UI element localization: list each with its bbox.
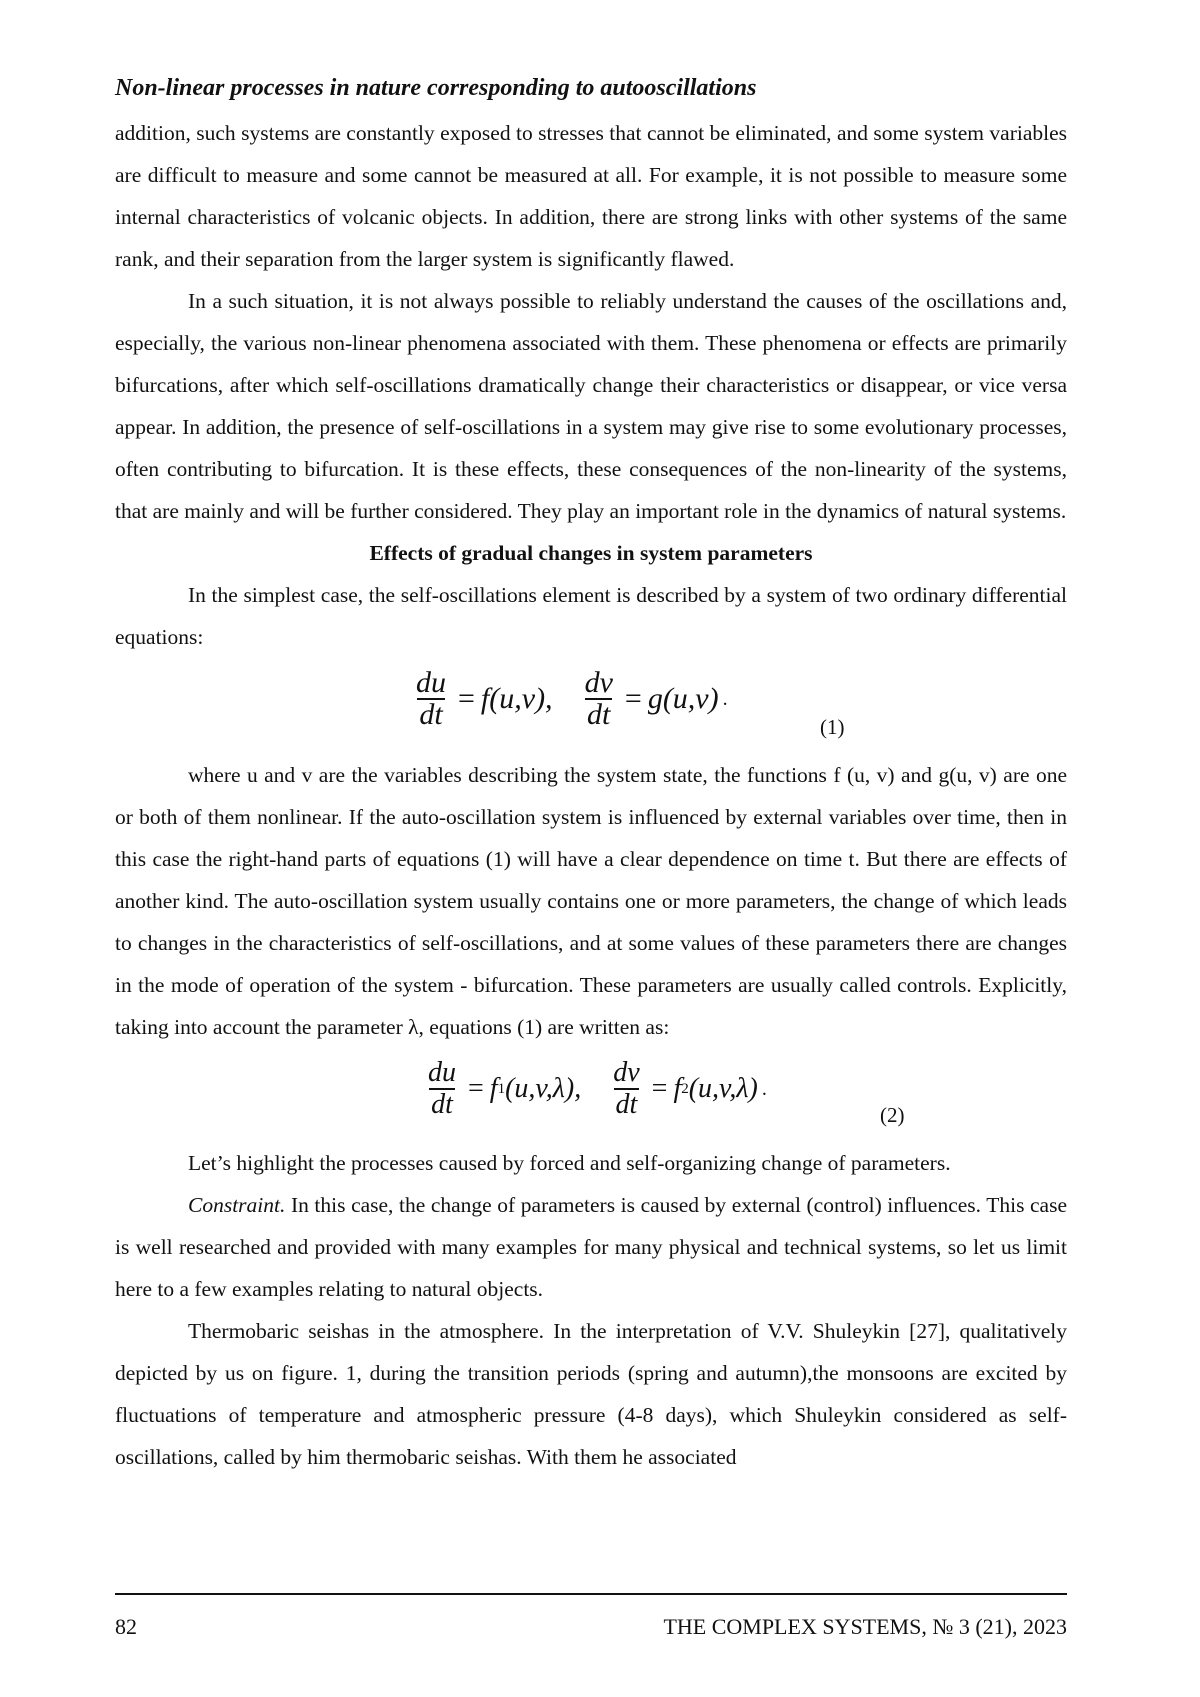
journal-info: THE COMPLEX SYSTEMS, № 3 (21), 2023 bbox=[663, 1614, 1067, 1639]
article-body bbox=[115, 112, 1067, 1478]
equation-2 bbox=[115, 1048, 1067, 1142]
equation-1-number: (1) bbox=[820, 715, 845, 739]
paragraph-4: where u and v are the variables describing the system state, the functions f (u, v) and g(u, v) are one or both of them nonlinear. If the auto-oscillation system is influenced by external variables over time, then in this case the right-hand parts of equations (1) will have a clear dependence on time t. But there are effects of another kind. The auto-oscillation system usually contains one or more parameters, the change of which leads to changes in the characteristics of self-oscillations, and at some values of these parameters there are changes in the mode of operation of the system - bifurcation. These parameters are usually called controls. Explicitly, taking into account the parameter λ, equations (1) are written as: bbox=[115, 763, 1067, 1039]
paragraph-3: In the simplest case, the self-oscillations element is described by a system of two ordinary differential equations: bbox=[115, 583, 1067, 649]
constraint-label: Constraint. bbox=[188, 1193, 286, 1217]
paragraph-2: In a such situation, it is not always possible to reliably understand the causes of the oscillations and, especially, the various non-linear phenomena associated with them. These phenomena or effects are primarily bifurcations, after which self-oscillations dramatically change their characteristics or disappear, or vice versa appear. In addition, the presence of self-oscillations in a system may give rise to some evolutionary processes, often contributing to bifurcation. It is these effects, these consequences of the non-linearity of the systems, that are mainly and will be further considered. They play an important role in the dynamics of natural systems. bbox=[115, 289, 1067, 523]
section-heading: Effects of gradual changes in system parameters bbox=[369, 541, 813, 565]
paragraph-6 bbox=[115, 1184, 1067, 1310]
paragraph-7: Thermobaric seishas in the atmosphere. In the interpretation of V.V. Shuleykin [27], qualitatively depicted by us on figure. 1, during the transition periods (spring and autumn),the monsoons are excited by fluctuations of temperature and atmospheric pressure (4-8 days), which Shuleykin considered as self-oscillations, called by him thermobaric seishas. With them he associated bbox=[115, 1319, 1067, 1469]
paragraph-1: addition, such systems are constantly exposed to stresses that cannot be eliminated, and some system variables are difficult to measure and some cannot be measured at all. For example, it is not possible to measure some internal characteristics of volcanic objects. In addition, there are strong links with other systems of the same rank, and their separation from the larger system is significantly flawed. bbox=[115, 121, 1067, 271]
running-title: Non-linear processes in nature corresponding to autooscillations bbox=[115, 75, 757, 101]
equation-2-number: (2) bbox=[880, 1103, 905, 1127]
paragraph-5: Let’s highlight the processes caused by forced and self-organizing change of parameters. bbox=[188, 1151, 951, 1175]
page-number: 82 bbox=[115, 1614, 137, 1639]
paragraph-6-text: In this case, the change of parameters is caused by external (control) influences. This case is well researched and provided with many examples for many physical and technical systems, so let us limit here to a few examples relating to natural objects. bbox=[115, 1193, 1067, 1301]
footer-rule bbox=[115, 1593, 1067, 1595]
rhs-f: f(u,v), bbox=[480, 682, 553, 715]
fraction-du-dt: $\frac{du}{dt}$ bbox=[428, 1057, 456, 1120]
fraction-dv-dt: $\frac{dv}{dt}$ bbox=[613, 1057, 640, 1120]
fraction-du-dt: $\frac{du}{dt}$ bbox=[416, 666, 446, 731]
equation-2-formula: $\frac{du}{dt}$ = f 1 (u,v,λ), $\frac{dv}{dt}$ = f 2 (u,v,λ) . bbox=[428, 1057, 767, 1120]
equation-1-formula: $\frac{du}{dt}$ = f(u,v), $\frac{dv}{dt}$ = g(u,v) . bbox=[416, 666, 728, 731]
rhs-g: g(u,v) bbox=[647, 682, 719, 715]
equation-1 bbox=[115, 658, 1067, 754]
fraction-dv-dt: $\frac{dv}{dt}$ bbox=[584, 666, 613, 731]
rhs-f1: (u,v,λ), bbox=[505, 1073, 582, 1104]
rhs-f2: (u,v,λ) bbox=[688, 1073, 758, 1104]
